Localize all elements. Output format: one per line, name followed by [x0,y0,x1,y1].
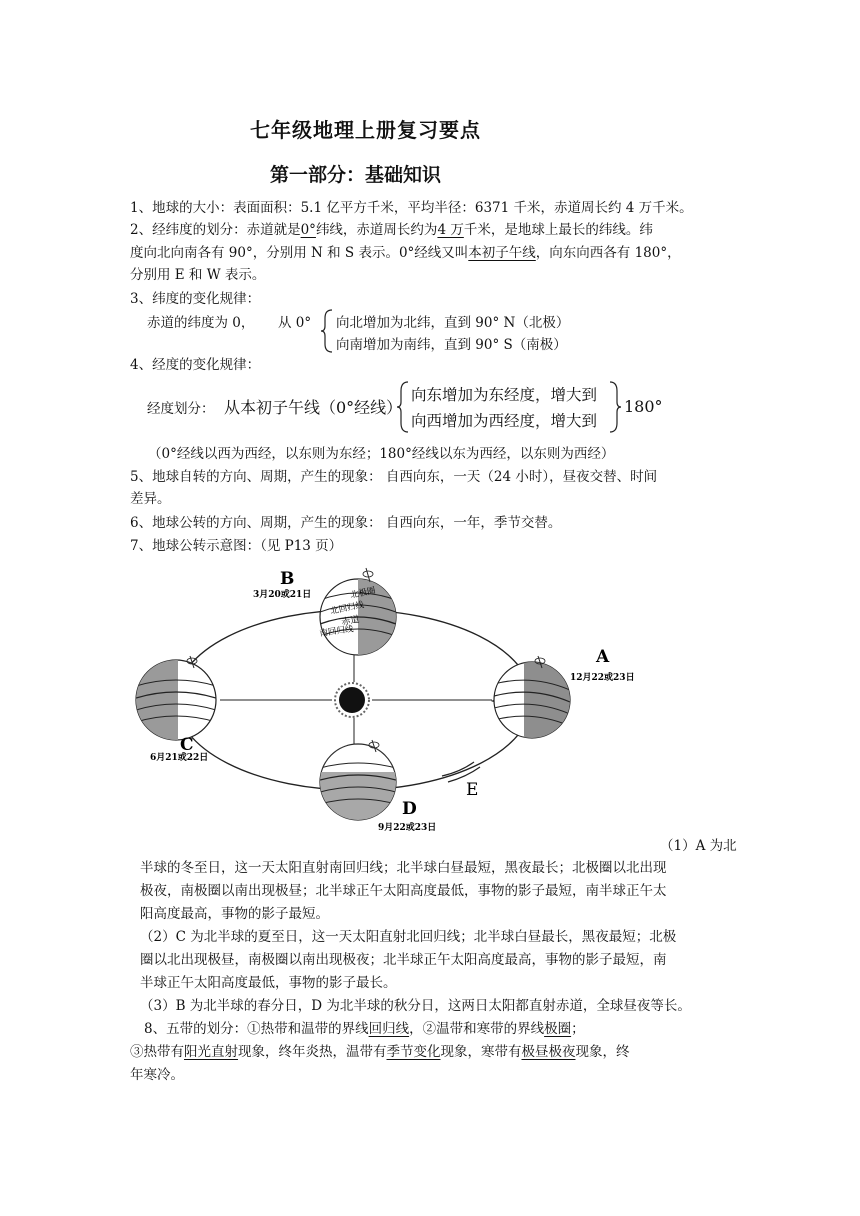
longitude-origin: 从本初子午线（0°经线） [224,398,403,417]
latitude-from: 从 0° [278,315,312,331]
label-equator: 赤道 [340,614,361,628]
blank-polar-day-night: 极昼极夜 [521,1044,576,1060]
label-arctic-circle: 北极圈 [349,585,377,601]
date-B: 3月20或21日 [253,590,312,600]
date-D: 9月22或23日 [378,823,437,833]
label-D: D [402,799,417,819]
label-E: E [466,780,479,800]
longitude-note: （0°经线以西为西经，以东则为东经；180°经线以东为西经，以东则为西经） [148,446,615,462]
text: 度向北向南各有 90°，分别用 N 和 S 表示。0°经线又叫 [130,245,469,261]
revolution-diagram [120,562,660,840]
label-B: B [280,569,295,589]
date-C: 6月21或22日 [150,753,209,763]
section-subtitle: 第一部分：基础知识 [270,164,442,186]
text: 2、经纬度的划分：赤道就是 [130,222,301,238]
text: 现象，终年炎热，温带有 [238,1044,387,1060]
label-A: A [596,647,610,667]
longitude-label: 经度划分： [147,401,215,417]
text: ，②温带和寒带的界线 [409,1021,545,1037]
label-tropic-capricorn: 南回归线 [319,624,355,639]
blank-prime-meridian: 本初子午线 [468,245,536,261]
answer-1-head: （1）A 为北 [660,838,737,854]
item-4-heading: 4、经度的变化规律： [130,357,261,373]
item-8-line-1 [144,1019,585,1039]
item-2-line-3: 分别用 E 和 W 表示。 [130,267,266,283]
longitude-west-rule: 向西增加为西经度，增大到 [411,412,598,430]
item-5-line-2: 差异。 [130,491,171,507]
text: ； [571,1021,585,1037]
item-2-line-2 [130,243,681,263]
longitude-right-brace [608,380,622,434]
latitude-south-rule: 向南增加为南纬，直到 90° S（南极） [336,337,567,353]
sun [339,687,365,713]
earth-A [494,656,572,740]
date-A: 12月22或23日 [570,673,635,683]
answer-2-line-1: （2）C 为北半球的夏至日，这一天太阳直射北回归线；北半球白昼最长，黑夜最短；北极 [140,929,677,945]
longitude-max: 180° [624,397,663,416]
longitude-left-brace [396,380,410,434]
label-tropic-cancer: 北回归线 [329,600,365,617]
text: 8、五带的划分：①热带和温带的界线 [144,1021,369,1037]
blank-direct-sunlight: 阳光直射 [184,1044,238,1060]
blank-equator-length: 4 万 [437,222,464,238]
answer-1-line-2: 极夜，南极圈以南出现极昼；北半球正午太阳高度最低，事物的影子最短，南半球正午太 [140,883,667,899]
item-3-heading: 3、纬度的变化规律： [130,291,261,307]
item-8-line-2 [130,1042,630,1062]
answer-1-line-1: 半球的冬至日，这一天太阳直射南回归线；北半球白昼最短，黑夜最长；北极圈以北出现 [140,860,667,876]
latitude-label: 赤道的纬度为 0， [147,315,255,331]
text: ，向东向西各有 180°， [535,245,681,261]
page-title: 七年级地理上册复习要点 [250,118,481,142]
text: 现象，寒带有 [440,1044,522,1060]
latitude-north-rule: 向北增加为北纬，直到 90° N（北极） [336,315,570,331]
earth-D [320,740,396,822]
answer-2-line-2: 圈以北出现极昼，南极圈以南出现极夜；北半球正午太阳高度最高，事物的影子最短，南 [140,952,667,968]
text: 纬线，赤道周长约为 [315,222,438,238]
text: 千米，是地球上最长的纬线。纬 [463,222,653,238]
blank-seasonal-change: 季节变化 [386,1044,441,1060]
answer-3: （3）B 为北半球的春分日，D 为北半球的秋分日，这两日太阳都直射赤道，全球昼夜等长。 [140,998,691,1014]
item-2-line-1 [130,220,653,240]
item-8-line-3: 年寒冷。 [130,1067,184,1083]
item-1-earth-size: 1、地球的大小：表面面积：5.1 亿平方千米，平均半径：6371 千米，赤道周长约 4 万千米。 [130,200,693,216]
item-6: 6、地球公转的方向、周期，产生的现象： 自西向东，一年，季节交替。 [130,515,562,531]
item-7: 7、地球公转示意图：（见 P13 页） [130,538,343,554]
longitude-east-rule: 向东增加为东经度，增大到 [411,386,598,404]
label-C: C [180,735,194,755]
text: ③热带有 [130,1044,184,1060]
earth-C [134,656,216,742]
item-5-line-1: 5、地球自转的方向、周期，产生的现象： 自西向东，一天（24 小时），昼夜交替、时间 [130,469,658,485]
blank-polar-circle: 极圈 [544,1021,572,1037]
answer-1-line-3: 阳高度最高，事物的影子最短。 [140,906,329,922]
blank-equator-degree: 0° [300,222,316,238]
answer-2-line-3: 半球正午太阳高度最低，事物的影子最长。 [140,975,397,991]
text: 现象，终 [575,1044,630,1060]
latitude-brace [320,308,334,354]
blank-tropic: 回归线 [368,1021,410,1037]
